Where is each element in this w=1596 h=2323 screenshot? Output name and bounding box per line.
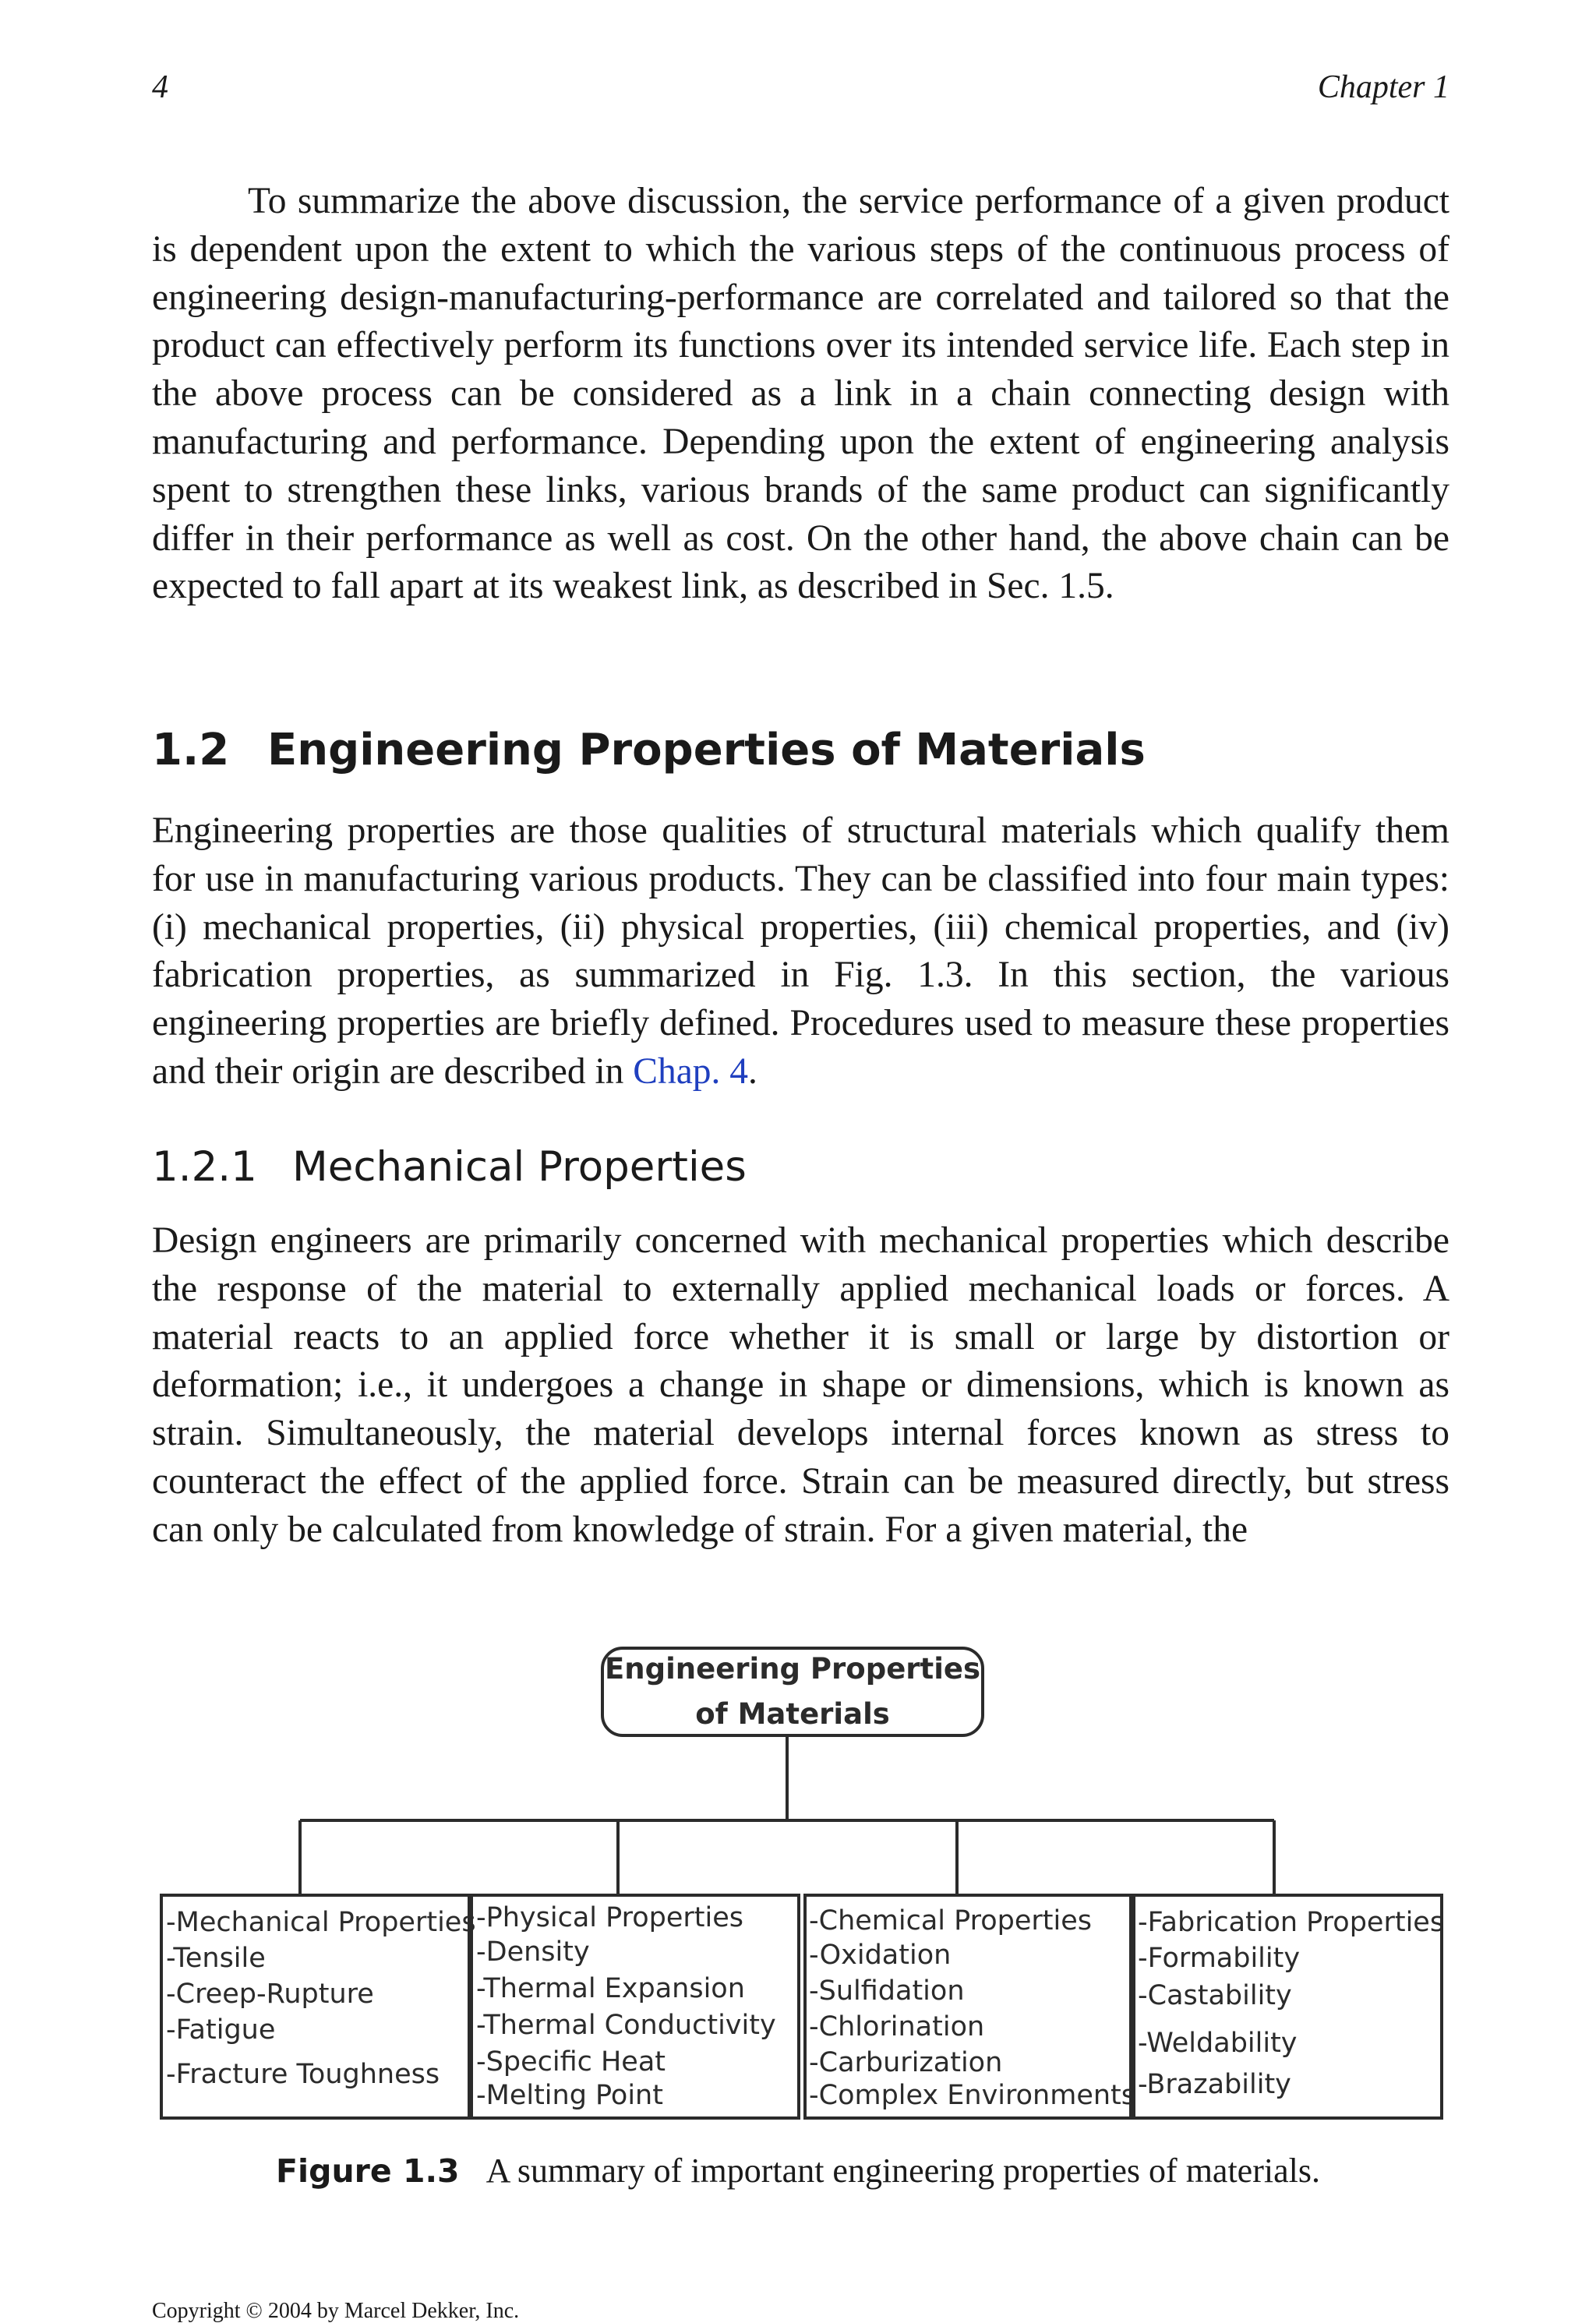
fabrication-item: -Weldability [1138, 2028, 1298, 2059]
section-title: Engineering Properties of Materials [267, 725, 1146, 775]
page-number: 4 [152, 69, 168, 105]
subsection-number: 1.2.1 [152, 1143, 257, 1191]
copyright-notice: Copyright © 2004 by Marcel Dekker, Inc. [152, 2299, 520, 2323]
chemical-item: -Sulfidation [809, 1975, 965, 2007]
fabrication-item: -Formability [1138, 1943, 1301, 1974]
mechanical-item: -Fracture Toughness [166, 2059, 440, 2090]
physical-item: -Thermal Expansion [476, 1973, 745, 2004]
properties-paragraph-text: Engineering properties are those qualities of structural materials which qualify them for use in manufacturing various products. They can be classified into four main types: (i) mechanical properties, (ii) physical properties, (iii) chemical properties, and (iv) fabrication properties, as summarized in Fig. 1.3. In this section, the various engineering properties are briefly defined. Procedures used to measure these properties and their origin are described in [152, 810, 1449, 1092]
mechanical-paragraph: Design engineers are primarily concerned with mechanical properties which describe the response of the material to externally applied mechanical loads or forces. A material reacts to an applied force whether it is small or large by distortion or deformation; i.e., it undergoes a change in shape or dimensions, which is known as strain. Simultaneously, the material develops internal forces known as stress to counteract the effect of the applied force. Strain can be measured directly, but stress can only be calculated from knowledge of strain. For a given material, the [152, 1220, 1449, 1550]
physical-item: -Melting Point [476, 2080, 663, 2111]
fabrication-heading: -Fabrication Properties [1138, 1907, 1445, 1938]
mechanical-item: -Fatigue [166, 2014, 276, 2046]
properties-paragraph [152, 807, 1449, 1096]
root-line-2: of Materials [695, 1697, 890, 1731]
chemical-item: -Complex Environments [809, 2080, 1135, 2111]
physical-heading: -Physical Properties [476, 1902, 744, 1933]
fabrication-item: -Castability [1138, 1980, 1292, 2011]
chemical-item: -Chlorination [809, 2011, 985, 2042]
chemical-item: -Carburization [809, 2047, 1003, 2078]
running-head [152, 69, 1449, 115]
subsection-heading [152, 1143, 747, 1191]
chemical-item: -Oxidation [809, 1940, 952, 1971]
figure-label: Figure 1.3 [276, 2152, 460, 2190]
section-heading [152, 725, 1146, 775]
chapter-label: Chapter 1 [1317, 69, 1449, 105]
physical-item: -Thermal Conductivity [476, 2010, 776, 2041]
root-line-1: Engineering Properties [604, 1652, 981, 1686]
property-tree-diagram [152, 1627, 1449, 2126]
physical-item: -Density [476, 1936, 590, 1968]
fabrication-item: -Brazability [1138, 2069, 1291, 2100]
mechanical-item: -Tensile [166, 1943, 266, 1974]
caption-text: A summary of important engineering properties of materials. [486, 2152, 1320, 2190]
properties-paragraph-end: . [748, 1050, 757, 1092]
chemical-heading: -Chemical Properties [809, 1905, 1093, 1936]
mechanical-heading: -Mechanical Properties [166, 1907, 476, 1938]
physical-item: -Specific Heat [476, 2046, 666, 2078]
section-number: 1.2 [152, 725, 230, 775]
figure-caption [0, 2151, 1596, 2191]
figure-1-3 [152, 1627, 1449, 2126]
chapter-4-link[interactable]: Chap. 4 [633, 1050, 749, 1092]
subsection-title: Mechanical Properties [292, 1143, 747, 1191]
mechanical-item: -Creep-Rupture [166, 1979, 374, 2010]
summary-paragraph: To summarize the above discussion, the service performance of a given product is dependent upon the extent to which the various steps of the continuous process of engineering design-manufacturing-performance are correlated and tailored so that the product can effectively perform its functions over its intended service life. Each step in the above process can be considered as a link in a chain connecting design with manufacturing and performance. Depending upon the extent of engineering analysis spent to strengthen these links, various brands of the same product can significantly differ in their performance as well as cost. On the other hand, the above chain can be expected to fall apart at its weakest link, as described in Sec. 1.5. [152, 181, 1449, 607]
connector-lines [300, 1735, 1274, 1894]
